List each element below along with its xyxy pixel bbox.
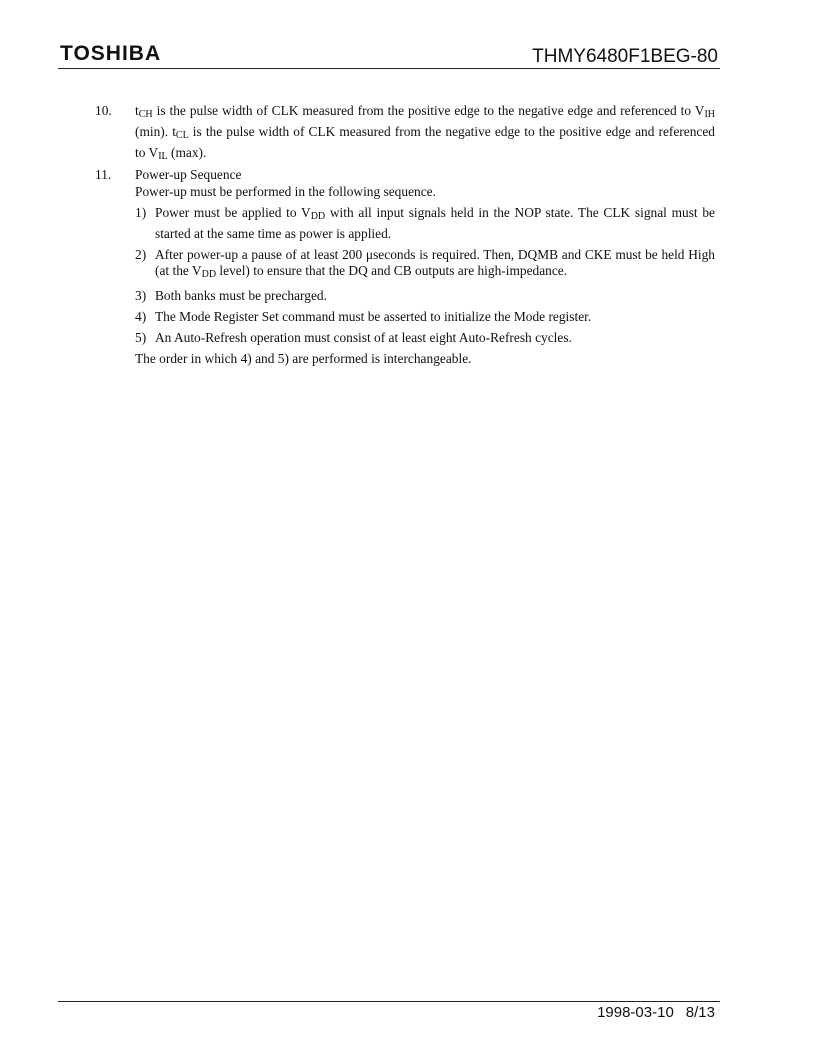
step-2 [135,247,715,285]
step-number: 2) [135,246,147,262]
subscript: DD [310,210,326,222]
note-text [135,103,715,165]
part-number: THMY6480F1BEG-80 [532,46,718,67]
subscript: CH [138,109,153,120]
brand-logo: TOSHIBA [60,42,162,65]
note-intro: Power-up must be performed in the following sequence. [135,184,436,200]
step-text: Both banks must be precharged. [155,288,327,304]
note-text [135,167,715,367]
footer [597,1004,715,1021]
step-text: The Mode Register Set command must be asserted to initialize the Mode register. [155,308,592,324]
header-rule [58,68,720,69]
text-run: is the pulse width of CLK measured from the positive edge to the negative edge and referenced to V [152,103,705,118]
subscript: CL [175,129,189,141]
subscript: DD [201,269,217,281]
footer-date: 1998-03-10 [597,1004,674,1021]
note-title: Power-up Sequence [135,167,242,183]
text-run: (max). [167,144,207,160]
step-number: 1) [135,204,147,220]
document-body [95,103,715,367]
closing-text: The order in which 4) and 5) are performed is interchangeable. [135,350,472,366]
note-number: 11. [95,167,112,183]
step-text: An Auto-Refresh operation must consist of at least eight Auto-Refresh cycles. [155,329,572,345]
text-run: Power must be applied to V [155,204,311,220]
note-11 [95,167,715,367]
step-number: 4) [135,308,147,324]
note-number: 10. [95,103,112,118]
step-5 [135,330,715,347]
subscript: IL [158,150,168,162]
step-4 [135,309,715,326]
step-number: 3) [135,288,147,304]
page-number: 8/13 [685,1004,715,1021]
text-run: level) to ensure that the DQ and CB outputs are high-impedance. [216,263,568,279]
subscript: IH [704,109,715,120]
text-run: is the pulse width of CLK measured from the negative edge to the positive edge and referenced to V [135,123,715,160]
text-run: (min). t [135,123,176,139]
footer-rule [58,1001,720,1002]
step-3 [135,288,715,305]
text-run: with all input signals held in the NOP state. The CLK signal must be started at the same time as power is applied. [155,204,715,241]
step-number: 5) [135,329,147,345]
text-run: t [135,103,139,118]
step-text [155,247,715,285]
note-10 [95,103,715,165]
text-run: After power-up a pause of at least 200 μseconds is required. Then, DQMB and CKE must be held High (at the V [155,246,715,279]
step-1 [135,205,715,243]
step-text [155,205,715,243]
